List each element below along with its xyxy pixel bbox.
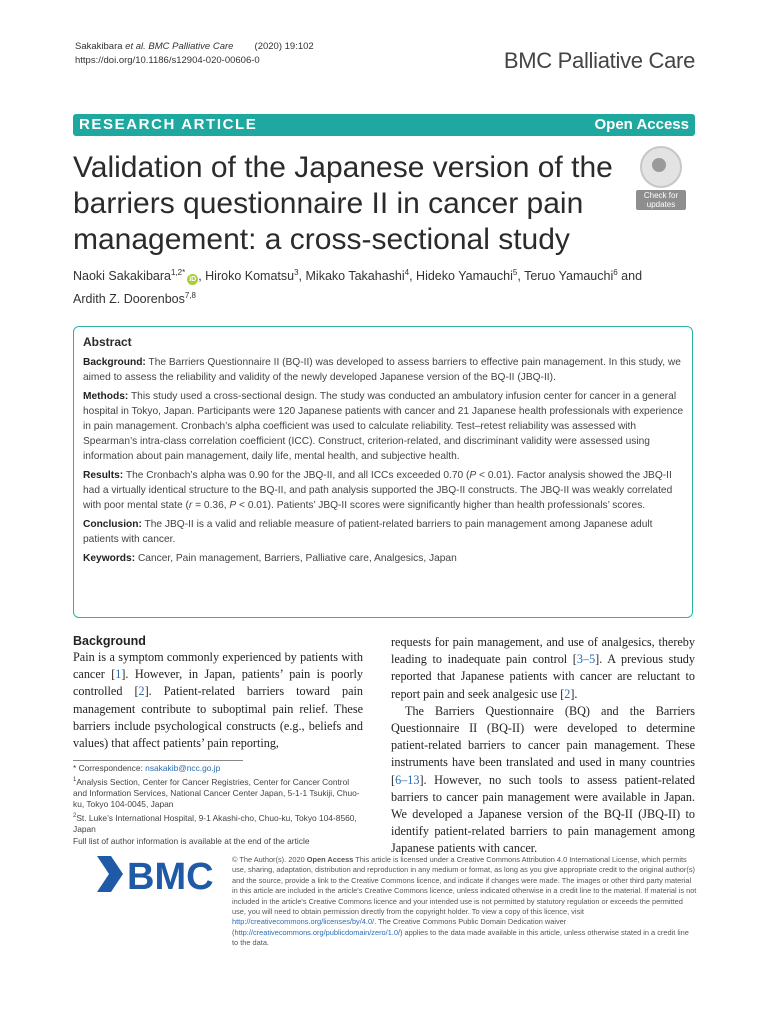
abstract-conclusion-text: The JBQ-II is a valid and reliable measure of patient-related barriers to pain management among Japanese adult patients with cancer.: [83, 519, 653, 545]
author-affiliation-sup: 4: [404, 268, 410, 277]
author-affiliation-sup: 6: [613, 268, 618, 277]
check-for-updates-label: Check for updates: [636, 190, 686, 210]
abstract-heading: Abstract: [83, 335, 132, 349]
body-text-run: The Barriers Questionnaire (BQ) and the Barriers Questionnaire II (BQ-II) were developed to determine patient-related barriers to cancer pain management. These instruments have been translated and used in many countries [: [391, 703, 695, 787]
abstract-keywords: [83, 551, 684, 566]
bmc-logo-chevron: [97, 856, 123, 892]
abstract-methods-text: This study used a cross-sectional design. The study was conducted an ambulatory infusion center for cancer in a general hospital in Tokyo, Japan. Participants were 120 Japanese patients with cancer and 21 Japanese health professionals with experience in pain management. Cronbach’s alpha coefficient was used to calculate reliability. Test–retest reliability was assessed with Spearman’s intra-class correlation coefficient (ICC). Construct, criterion-related, and discriminant validity were assessed using information about pain management, daily life, mental health, and subjective health.: [83, 391, 684, 462]
abstract-keywords-text: Cancer, Pain management, Barriers, Palliative care, Analgesics, Japan: [137, 553, 457, 564]
open-access-label: Open Access: [306, 855, 354, 864]
body-text-run: ]. However, in Japan, patients’ pain is poorly controlled [: [73, 667, 363, 699]
author-name[interactable]: Hideko Yamauchi: [416, 269, 513, 284]
p-symbol: P: [469, 470, 477, 481]
license-url-link[interactable]: http://creativecommons.org/licenses/by/4.0/: [232, 917, 375, 927]
abstract-methods: [83, 389, 684, 464]
body-text-run: ]. A previous study reported that Japanese patients with cancer are reluctant to report pain and seek analgesic use [: [391, 652, 695, 701]
article-title: Validation of the Japanese version of the barriers questionnaire II in cancer pain management: a cross-sectional study: [73, 151, 613, 256]
affiliation-sup: 1: [73, 776, 77, 783]
abstract-conclusion-label: Conclusion:: [83, 519, 142, 530]
abstract-results-label: Results:: [83, 470, 124, 481]
body-right-column: [391, 634, 695, 858]
body-text-run: ].: [570, 686, 578, 701]
article-type-banner: [73, 114, 695, 136]
footnote-divider: [73, 760, 243, 761]
doi-link[interactable]: https://doi.org/10.1186/s12904-020-00606-0: [75, 55, 260, 66]
license-text: . The Creative Commons Public Domain Dedication waiver (: [232, 917, 567, 937]
citation-link[interactable]: 6–13: [395, 772, 420, 787]
citation-line: [75, 40, 314, 54]
abstract-results-text: < 0.01). Factor analysis showed the JBQ-II had a virtually identical structure to the BQ-II, and path analysis supported the JBQ-II constructs. The JBQ-II was weakly correlated with poor mental state (: [83, 470, 673, 511]
correspondence-note: [73, 763, 363, 775]
citation-etal: et al.: [125, 41, 146, 52]
affiliation-text: St. Luke’s International Hospital, 9-1 Akashi-cho, Chuo-ku, Tokyo 104-8560, Japan: [73, 812, 357, 835]
author-name[interactable]: Naoki Sakakibara: [73, 269, 171, 284]
check-for-updates-badge[interactable]: [628, 146, 694, 209]
abstract-conclusion: [83, 517, 684, 547]
p-symbol: P: [229, 500, 237, 511]
article-type-label: RESEARCH ARTICLE: [79, 116, 258, 133]
abstract-background: [83, 355, 684, 385]
license-text: ) applies to the data made available in this article, unless otherwise stated in a credit line to the data.: [232, 927, 689, 948]
bmc-logo-text: BMC: [127, 856, 214, 896]
correspondence-label: * Correspondence:: [73, 763, 143, 773]
affiliation-2: [73, 811, 363, 836]
body-text-run: requests for pain management, and use of analgesics, thereby leading to inadequate pain control [: [391, 635, 695, 667]
body-paragraph: [391, 634, 695, 703]
abstract-methods-label: Methods:: [83, 391, 129, 402]
copyright-text: © The Author(s). 2020: [232, 855, 305, 864]
abstract-background-label: Background:: [83, 357, 146, 368]
author-affiliation-sup: 7,8: [184, 291, 196, 301]
abstract-results-text: < 0.01). Patients’ JBQ-II scores were significantly higher than health professionals’ scores.: [236, 500, 646, 511]
abstract-background-text: The Barriers Questionnaire II (BQ-II) was developed to assess barriers to effective pain management. In this study, we aimed to assess the reliability and validity of the newly developed Japanese version of the BQ-II (JBQ-II).: [83, 357, 681, 383]
author-affiliation-sup: 1,2*: [170, 268, 186, 277]
body-text-run: Pain is a symptom commonly experienced by patients with cancer [: [73, 650, 363, 682]
citation-link[interactable]: 3–5: [576, 652, 596, 667]
body-left-column: [73, 633, 363, 752]
abstract-box: [73, 326, 693, 618]
citation-link[interactable]: 1: [115, 667, 122, 682]
citation-authors: Sakakibara: [75, 41, 123, 52]
journal-name: BMC Palliative Care: [503, 48, 695, 73]
license-text: This article is licensed under a Creative Commons Attribution 4.0 International License, which permits use, sharing, adaptation, distribution and reproduction in any medium or format, as long as you give appropriate credit to the original author(s) and the source, provide a link to the Creative Commons licence, and indicate if changes were made. The images or other third party material in this article are included in the article's Creative Commons licence, unless indicated otherwise in a credit line to the material. If material is not included in the article's Creative Commons licence and your intended use is not permitted by statutory regulation or exceeds the permitted use, you will need to obtain permission directly from the copyright holder. To view a copy of this licence, visit: [232, 855, 697, 917]
author-affiliation-sup: 3: [294, 268, 299, 277]
license-statement: [232, 855, 697, 949]
body-paragraph: [73, 649, 363, 752]
open-access-label: Open Access: [594, 116, 689, 133]
author-name[interactable]: Mikako Takahashi: [305, 269, 405, 284]
correspondence-email-link[interactable]: nsakakib@ncc.go.jp: [145, 763, 221, 773]
author-name[interactable]: Hiroko Komatsu: [205, 269, 295, 284]
author-list: Naoki Sakakibara$^{1,2*}$iD , Hiroko Komatsu$^3$, Mikako Takahashi$^4$, Hideko Yamauchi$^5$, Teruo Yamauchi$^6$ and Ardith Z. Doorenbos$^{7,8}$: [73, 268, 643, 307]
affiliation-1: [73, 775, 363, 811]
affiliation-sup: 2: [73, 812, 77, 819]
section-heading-background: Background: [73, 634, 146, 648]
body-text-run: ]. Patient-related barriers toward pain management contribute to suboptimal pain relief. These barriers include psychological constructs (e.g., beliefs and values) that affect patients’ pain reporting,: [73, 684, 363, 751]
abstract-results-text: = 0.36,: [192, 500, 230, 511]
citation-year-volume: (2020) 19:102: [254, 41, 314, 52]
check-for-updates-icon: [640, 146, 682, 188]
citation-link[interactable]: 2: [564, 686, 571, 701]
bmc-logo: [97, 852, 222, 896]
abstract-results-text: The Cronbach’s alpha was 0.90 for the JBQ-II, and all ICCs exceeded 0.70 (: [125, 470, 470, 481]
abstract-keywords-label: Keywords:: [83, 553, 136, 564]
citation-journal: BMC Palliative Care: [148, 41, 234, 52]
r-symbol: r: [188, 500, 193, 511]
author-affiliation-sup: 5: [512, 268, 518, 277]
footnotes: [73, 763, 363, 847]
affiliation-text: Analysis Section, Center for Cancer Registries, Center for Cancer Control and Information Services, National Cancer Center Japan, 5-1-1 Tsukiji, Chuo-ku, Tokyo 104-0045, Japan: [73, 776, 360, 810]
citation-link[interactable]: 2: [138, 684, 145, 699]
body-paragraph: [391, 703, 695, 858]
orcid-icon[interactable]: iD: [189, 276, 197, 284]
author-name[interactable]: Ardith Z. Doorenbos: [73, 292, 185, 307]
running-header: [75, 40, 314, 68]
author-name[interactable]: Teruo Yamauchi: [524, 269, 614, 284]
abstract-results: [83, 468, 684, 513]
public-domain-url-link[interactable]: http://creativecommons.org/publicdomain/zero/1.0/: [234, 927, 401, 937]
full-author-info-note: Full list of author information is available at the end of the article: [73, 835, 310, 846]
body-text-run: ]. However, no such tools to assess patient-related barriers to cancer pain management were available in Japan. We developed a Japanese version of the BQ-II (JBQ-II) to identify patient-related barriers to pain management among Japanese patients with cancer.: [391, 772, 695, 856]
